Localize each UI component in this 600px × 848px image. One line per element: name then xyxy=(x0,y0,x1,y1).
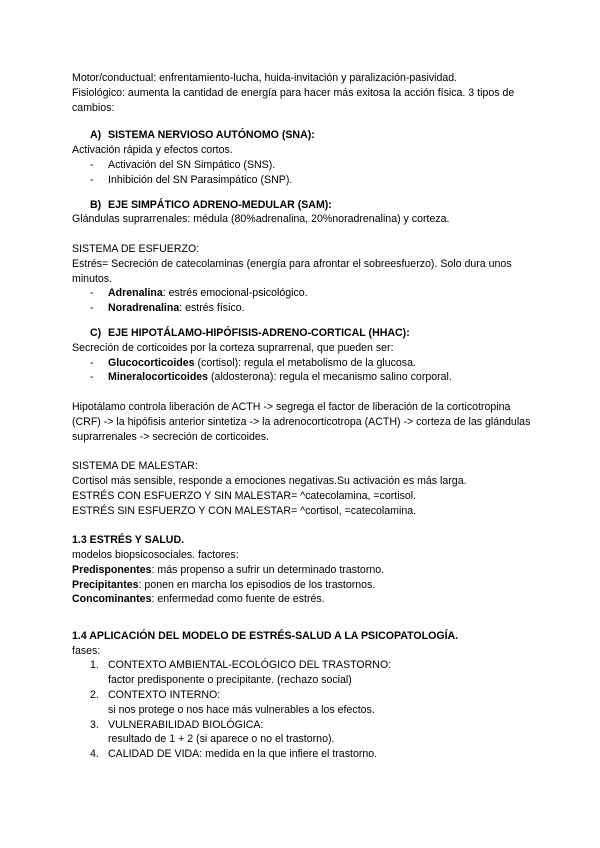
sam-desc: Glándulas suprarrenales: médula (80%adrenalina, 20%noradrenalina) y corteza. xyxy=(72,213,450,226)
esfuerzo-list xyxy=(72,286,542,316)
estres-salud-intro: modelos biopsicosociales. factores: xyxy=(72,548,239,561)
list-item: 3. VULNERABILIDAD BIOLÓGICA: resultado de 1 + 2 (si aparece o no el trastorno). xyxy=(90,718,335,746)
list-item: - Inhibición del SN Parasimpático (SNP). xyxy=(90,173,293,186)
esfuerzo-desc: Estrés= Secreción de catecolaminas (energía para afrontar el sobreesfuerzo). Solo dura unos minutos. xyxy=(72,257,512,285)
list-item: - Noradrenalina: estrés físico. xyxy=(90,302,245,315)
sna-list xyxy=(72,158,542,188)
heading-sam: B) EJE SIMPÁTICO ADRENO-MEDULAR (SAM): xyxy=(90,198,332,211)
document-page xyxy=(72,71,542,762)
heading-estres-salud: 1.3 ESTRÉS Y SALUD. xyxy=(72,534,185,547)
intro-fisiologico: Fisiológico: aumenta la cantidad de energía para hacer más exitosa la acción física. 3 tipos de cambios: xyxy=(72,86,515,114)
hhac-list xyxy=(72,356,542,386)
hhac-desc: Secreción de corticoides por la corteza suprarrenal, que pueden ser: xyxy=(72,341,394,354)
list-item: - Glucocorticoides (cortisol): regula el metabolismo de la glucosa. xyxy=(90,356,416,369)
list-item: 1. CONTEXTO AMBIENTAL-ECOLÓGICO DEL TRASTORNO: factor predisponente o precipitante. (rechazo social) xyxy=(90,659,392,687)
esfuerzo-heading: SISTEMA DE ESFUERZO: xyxy=(72,242,200,255)
malestar-line-1: Cortisol más sensible, responde a emociones negativas.Su activación es más larga. xyxy=(72,474,467,487)
list-item: - Mineralocorticoides (aldosterona): regula el mecanismo salino corporal. xyxy=(90,371,452,384)
intro-motor: Motor/conductual: enfrentamiento-lucha, huida-invitación y paralización-pasividad. xyxy=(72,72,458,84)
factor-precipitantes: Precipitantes: ponen en marcha los episodios de los trastornos. xyxy=(72,578,376,591)
malestar-line-2: ESTRÉS CON ESFUERZO Y SIN MALESTAR= ^catecolamina, =cortisol. xyxy=(72,489,417,502)
heading-hhac: C) EJE HIPOTÁLAMO-HIPÓFISIS-ADRENO-CORTICAL (HHAC): xyxy=(90,326,410,339)
malestar-line-3: ESTRÉS SIN ESFUERZO Y CON MALESTAR= ^cortisol, =catecolamina. xyxy=(72,504,417,517)
list-item: 2. CONTEXTO INTERNO: si nos protege o nos hace más vulnerables a los efectos. xyxy=(90,689,375,716)
list-item: - Activación del SN Simpático (SNS). xyxy=(90,158,276,171)
malestar-heading: SISTEMA DE MALESTAR: xyxy=(72,460,198,473)
list-item: 4. CALIDAD DE VIDA: medida en la que infiere el trastorno. xyxy=(90,748,378,761)
factor-concominantes: Concominantes: enfermedad como fuente de estrés. xyxy=(72,593,325,606)
heading-modelo: 1.4 APLICACIÓN DEL MODELO DE ESTRÉS-SALUD A LA PSICOPATOLOGÍA. xyxy=(72,629,459,642)
sna-desc: Activación rápida y efectos cortos. xyxy=(72,144,233,157)
heading-sna: A) SISTEMA NERVIOSO AUTÓNOMO (SNA): xyxy=(90,129,315,142)
fases-list xyxy=(72,658,542,762)
hhac-acth-paragraph: Hipotálamo controla liberación de ACTH -> segrega el factor de liberación de la corticotropina (CRF) -> la hipófisis anterior sintetiza -> la adrenocorticotropa (ACTH) -> corteza de las glándulas suprarrenales -> secreción de corticoides. xyxy=(72,400,531,443)
list-item: - Adrenalina: estrés emocional-psicológico. xyxy=(90,287,308,300)
factor-predisponentes: Predisponentes: más propenso a sufrir un determinado trastorno. xyxy=(72,563,385,576)
modelo-intro: fases: xyxy=(72,644,101,657)
